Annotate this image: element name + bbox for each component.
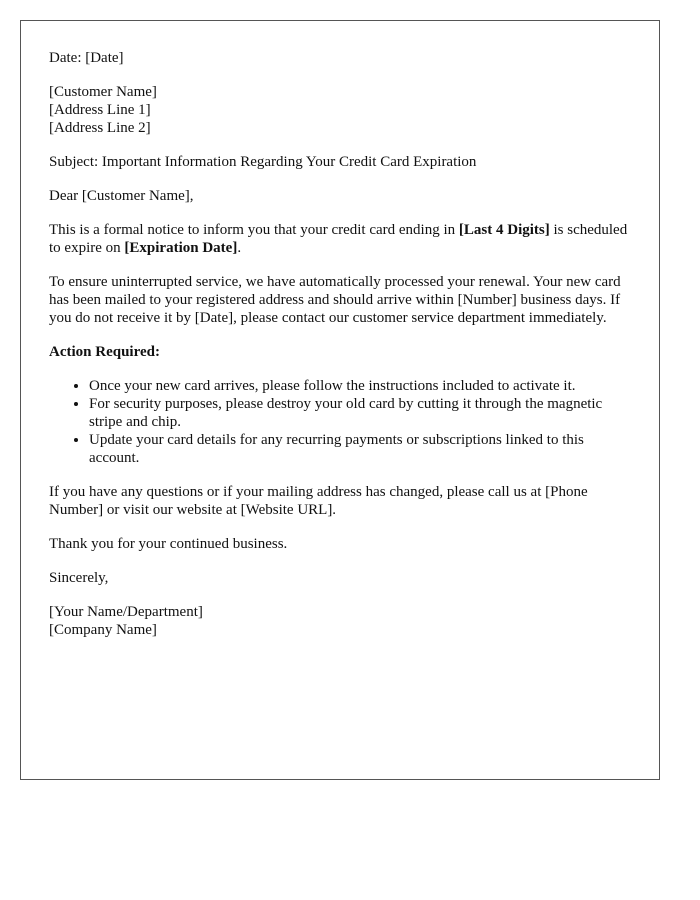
salutation: Dear [Customer Name], xyxy=(49,188,194,204)
action-heading-block xyxy=(49,343,631,361)
closing-block xyxy=(49,569,631,587)
action-item: • For security purposes, please destroy your old card by cutting it through the magnetic stripe and chip. xyxy=(89,395,631,431)
notice-text xyxy=(49,221,631,257)
date-line: Date: [Date] xyxy=(49,50,124,66)
closing-line: Sincerely, xyxy=(49,570,109,586)
recipient-name: [Customer Name] xyxy=(49,84,157,100)
expiration-date: [Expiration Date] xyxy=(124,240,238,256)
address-line-1: [Address Line 1] xyxy=(49,102,151,118)
action-heading: Action Required: xyxy=(49,344,160,360)
letter-page xyxy=(20,20,660,780)
last-4-digits: [Last 4 Digits] xyxy=(458,222,550,238)
notice-text-part1: This is a formal notice to inform you that your credit card ending in xyxy=(49,222,459,238)
signature-block xyxy=(49,603,631,639)
recipient-address xyxy=(49,83,631,137)
notice-paragraph xyxy=(49,221,631,257)
thanks-line: Thank you for your continued business. xyxy=(49,536,288,552)
action-list xyxy=(49,377,631,467)
signature-company: [Company Name] xyxy=(49,622,157,638)
contact-paragraph: If you have any questions or if your mailing address has changed, please call us at [Phone Number] or visit our website at [Website URL]. xyxy=(49,484,588,518)
renewal-paragraph: To ensure uninterrupted service, we have automatically processed your renewal. Your new card has been mailed to your registered address and should arrive within [Number] business days. If you do not receive it by [Date], please contact our customer service department immediately. xyxy=(49,274,621,326)
subject-block xyxy=(49,153,631,171)
signature-name: [Your Name/Department] xyxy=(49,604,203,620)
notice-text-part3: . xyxy=(237,240,242,256)
date-line-block xyxy=(49,49,631,67)
action-item: • Update your card details for any recurring payments or subscriptions linked to this account. xyxy=(89,431,631,467)
contact-paragraph-block xyxy=(49,483,631,519)
subject-line: Subject: Important Information Regarding Your Credit Card Expiration xyxy=(49,154,477,170)
action-item: • Once your new card arrives, please follow the instructions included to activate it. xyxy=(89,377,631,395)
notice-text-part2: is scheduled to expire on xyxy=(49,222,628,256)
address-line-2: [Address Line 2] xyxy=(49,120,151,136)
thanks-block xyxy=(49,535,631,553)
salutation-block xyxy=(49,187,631,205)
renewal-paragraph-block xyxy=(49,273,631,327)
